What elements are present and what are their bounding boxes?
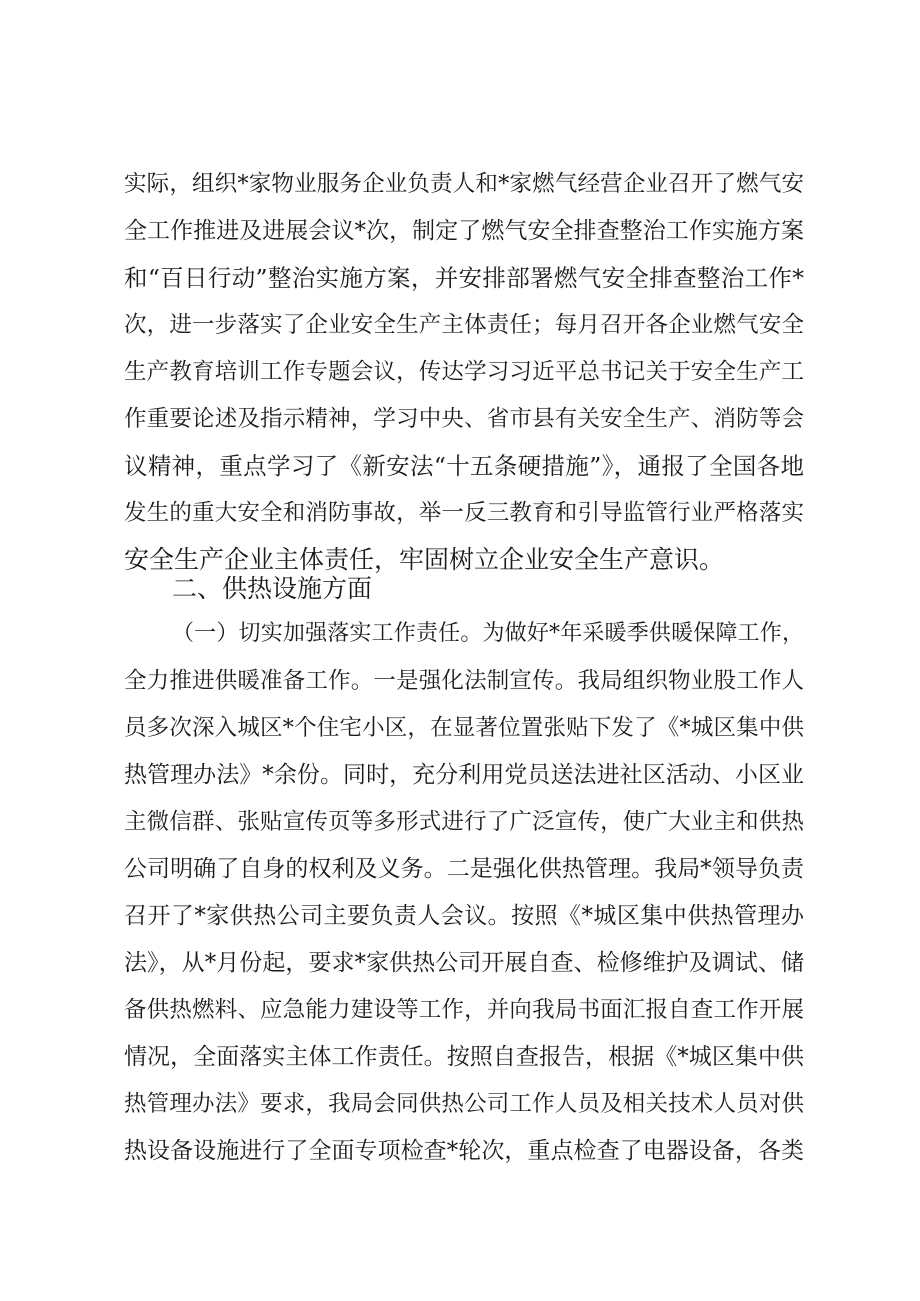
paragraph-line: 热管理办法》要求，我局会同供热公司工作人员及相关技术人员对供 [124,1091,804,1117]
paragraph-line: 议精神，重点学习了《新安法“十五条硬措施”》，通报了全国各地 [124,452,804,480]
paragraph-line: 实际，组织*家物业服务企业负责人和*家燃气经营企业召开了燃气安 [124,171,804,197]
paragraph-line: 公司明确了自身的权利及义务。二是强化供热管理。我局*领导负责 [124,856,804,882]
paragraph-line: 备供热燃料、应急能力建设等工作，并向我局书面汇报自查工作开展 [124,997,804,1023]
paragraph-line: 员多次深入城区*个住宅小区，在显著位置张贴下发了《*城区集中供 [124,715,804,741]
paragraph-line: 全力推进供暖准备工作。一是强化法制宣传。我局组织物业股工作人 [124,668,804,694]
paragraph-line: 热管理办法》*余份。同时，充分利用党员送法进社区活动、小区业 [124,762,804,788]
paragraph-line: 法》，从*月份起，要求*家供热公司开展自查、检修维护及调试、储 [124,950,804,976]
paragraph-line: 安全生产企业主体责任，牢固树立企业安全生产意识。 [124,545,725,574]
paragraph-line: 主微信群、张贴宣传页等多形式进行了广泛宣传，使广大业主和供热 [124,809,804,835]
paragraph-line: 发生的重大安全和消防事故，举一反三教育和引导监管行业严格落实 [124,500,804,526]
paragraph-line: 热设备设施进行了全面专项检查*轮次，重点检查了电器设备，各类 [124,1138,804,1164]
paragraph-line: 全工作推进及进展会议*次，制定了燃气安全排查整治工作实施方案 [124,218,804,244]
section-heading: 二、供热设施方面 [172,574,373,603]
paragraph-line: 和“百日行动”整治实施方案，并安排部署燃气安全排查整治工作* [124,264,804,292]
paragraph-line: 情况，全面落实主体工作责任。按照自查报告，根据《*城区集中供 [124,1044,804,1070]
paragraph-line: 作重要论述及指示精神，学习中央、省市县有关安全生产、消防等会 [124,406,804,432]
paragraph-line: （一）切实加强落实工作责任。为做好*年采暖季供暖保障工作， [172,621,804,646]
paragraph-line: 召开了*家供热公司主要负责人会议。按照《*城区集中供热管理办 [124,903,804,929]
paragraph-line: 生产教育培训工作专题会议，传达学习习近平总书记关于安全生产工 [124,359,804,385]
paragraph-line: 次，进一步落实了企业安全生产主体责任；每月召开各企业燃气安全 [124,312,804,338]
